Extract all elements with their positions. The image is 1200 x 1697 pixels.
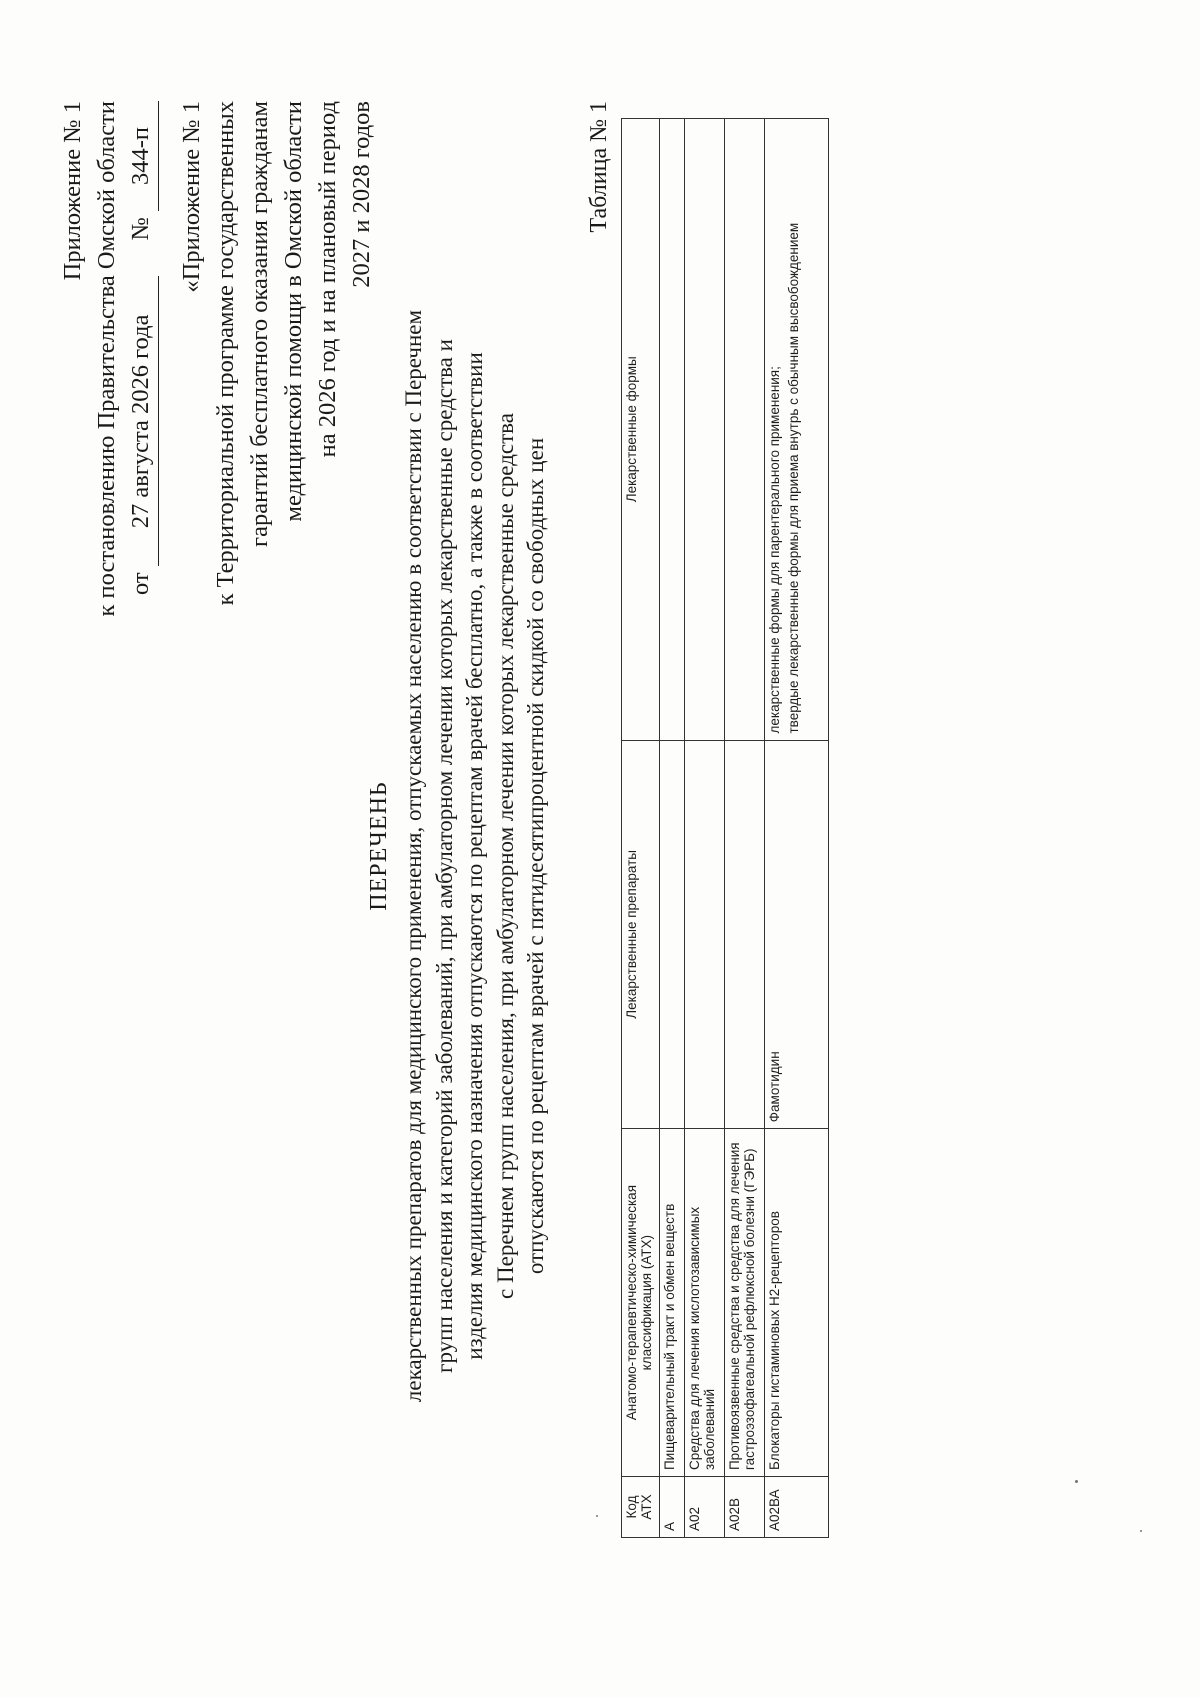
cell-forms xyxy=(725,119,765,741)
annex-date-line xyxy=(124,101,159,861)
table-row xyxy=(725,119,765,1538)
annex-block xyxy=(56,101,379,861)
number-sign: № xyxy=(127,217,154,241)
table-header-row xyxy=(622,119,660,1538)
cell-forms xyxy=(685,119,725,741)
subtitle-line: изделия медицинского назначения отпускаются по рецептам врачей бесплатно, а также в соответствии xyxy=(462,352,487,1360)
header-drugs: Лекарственные препараты xyxy=(622,740,660,1129)
annex-title: Приложение № 1 xyxy=(59,101,86,281)
table-row xyxy=(660,119,685,1538)
rotated-document xyxy=(31,16,1141,1676)
header-forms: Лекарственные формы xyxy=(622,119,660,741)
annex-decree: к постановлению Правительства Омской области xyxy=(93,101,120,617)
cell-drug xyxy=(660,740,685,1129)
subtitle-line: групп населения и категорий заболеваний, при амбулаторном лечении которых лекарственные средства и xyxy=(431,339,457,1373)
cell-classification: Противоязвенные средства и средства для лечения гастроэзофагеальной рефлюксной болезни (ГЭРБ) xyxy=(725,1129,765,1477)
cell-classification: Средства для лечения кислотозависимых заболеваний xyxy=(685,1129,725,1477)
header-code: Код АТХ xyxy=(622,1477,660,1538)
table-label: Таблица № 1 xyxy=(586,101,612,233)
cell-classification: Пищеварительный тракт и обмен веществ xyxy=(660,1129,685,1477)
program-line: на 2026 год и на плановый период xyxy=(314,101,341,458)
cell-code: А02ВА xyxy=(765,1477,829,1538)
decree-number: 344-п xyxy=(124,101,159,211)
cell-drug: Фамотидин xyxy=(765,740,829,1129)
dosage-form: лекарственные формы для парентерального применения; xyxy=(767,366,782,734)
cell-classification: Блокаторы гистаминовых Н2-рецепторов xyxy=(765,1129,829,1477)
cell-code: А02В xyxy=(725,1477,765,1538)
subtitle-line: отпускаются по рецептам врачей с пятидесятипроцентной скидкой со свободных цен xyxy=(523,437,548,1275)
cell-forms xyxy=(660,119,685,741)
decree-date: 27 августа 2026 года xyxy=(124,276,159,566)
subtitle-line: с Перечнем групп населения, при амбулаторном лечении которых лекарственные средства xyxy=(492,413,518,1299)
document-subtitle xyxy=(399,136,552,1576)
program-line: гарантий бесплатного оказания гражданам xyxy=(246,101,273,547)
cell-forms xyxy=(765,119,829,741)
header-classification: Анатомо-терапевтическо-химическая классификация (АТХ) xyxy=(622,1129,660,1477)
program-line: к Территориальной программе государственных xyxy=(212,101,239,606)
program-line: медицинской помощи в Омской области xyxy=(280,101,307,522)
program-annex-title: «Приложение № 1 xyxy=(178,101,205,293)
cell-code: А02 xyxy=(685,1477,725,1538)
table-row xyxy=(765,119,829,1538)
cell-code: А xyxy=(660,1477,685,1538)
date-prefix: от xyxy=(127,572,154,596)
document-title: ПЕРЕЧЕНЬ xyxy=(366,781,392,911)
table-row xyxy=(685,119,725,1538)
program-line: 2027 и 2028 годов xyxy=(348,101,375,288)
subtitle-line: лекарственных препаратов для медицинского применения, отпускаемых населению в соответствии с Перечнем xyxy=(401,309,426,1403)
cell-drug xyxy=(685,740,725,1129)
atx-table xyxy=(621,118,829,1538)
dosage-form: твердые лекарственные формы для приема внутрь с обычным высвобождением xyxy=(786,222,801,734)
cell-drug xyxy=(725,740,765,1129)
